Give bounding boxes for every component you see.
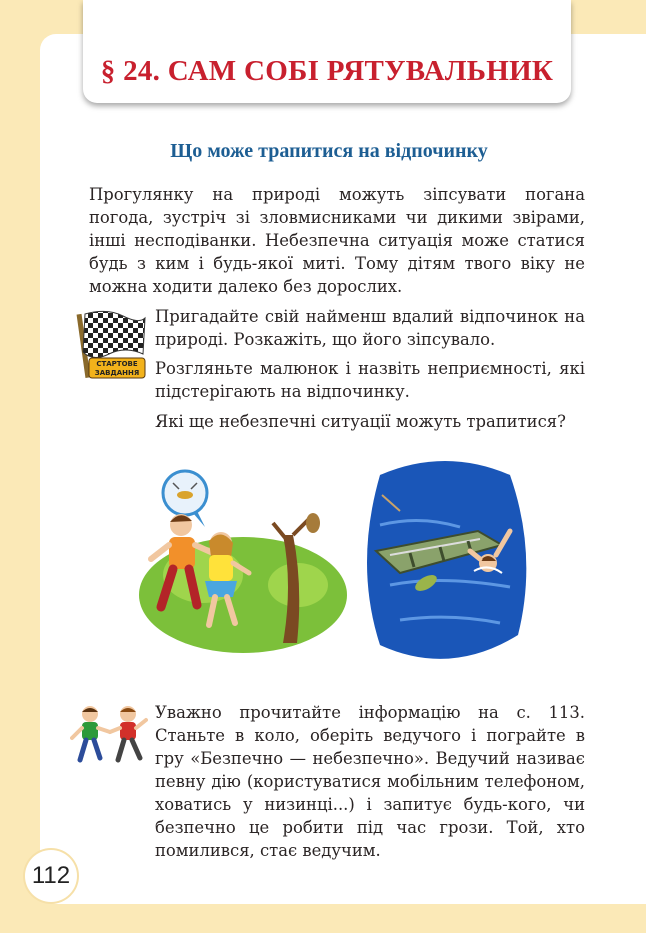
checkered-flag-icon xyxy=(73,308,147,382)
start-task-badge: СТАРТОВЕ xyxy=(96,360,138,368)
title-card xyxy=(83,0,571,103)
intro-paragraph: Прогулянку на природі можуть зіпсувати погана погода, зустріч зі зловмисниками чи дикими звірами, інші несподіванки. Небезпечна ситуація може статися будь з ким і будь-якої миті. Тому дітям твого віку не можна ходити далеко без дорослих. xyxy=(89,185,585,296)
boat-overboard-illustration xyxy=(360,455,530,667)
game-task-text: Уважно прочитайте інформацію на с. 113. Станьте в коло, оберіть ведучого і пограйте в гру «Безпечно — небезпечно». Ведучий називає певну дію (користуватися мобільним телефоном, ховатись у низинці...) і запитує будь-кого, чи безпечно це робити під час грози. Той, хто помилився, стає ведучим. xyxy=(155,703,585,860)
start-task-item-2: Розгляньте малюнок і назвіть неприємності, які підстерігають на відпочинку. xyxy=(155,359,585,401)
start-task-item-1: Пригадайте свій найменш вдалий відпочинок на природі. Розкажіть, що його зіпсувало. xyxy=(155,307,585,349)
start-task-badge: ЗАВДАННЯ xyxy=(94,369,140,377)
children-playing-icon xyxy=(70,702,148,764)
page-title: § 24. САМ СОБІ РЯТУВАЛЬНИК xyxy=(100,55,554,87)
children-running-illustration xyxy=(133,465,347,653)
section-subtitle: Що може трапитися на відпочинку xyxy=(170,140,488,162)
start-task-item-3: Які ще небезпечні ситуації можуть трапитися? xyxy=(155,412,566,431)
page-number: 112 xyxy=(25,850,77,902)
